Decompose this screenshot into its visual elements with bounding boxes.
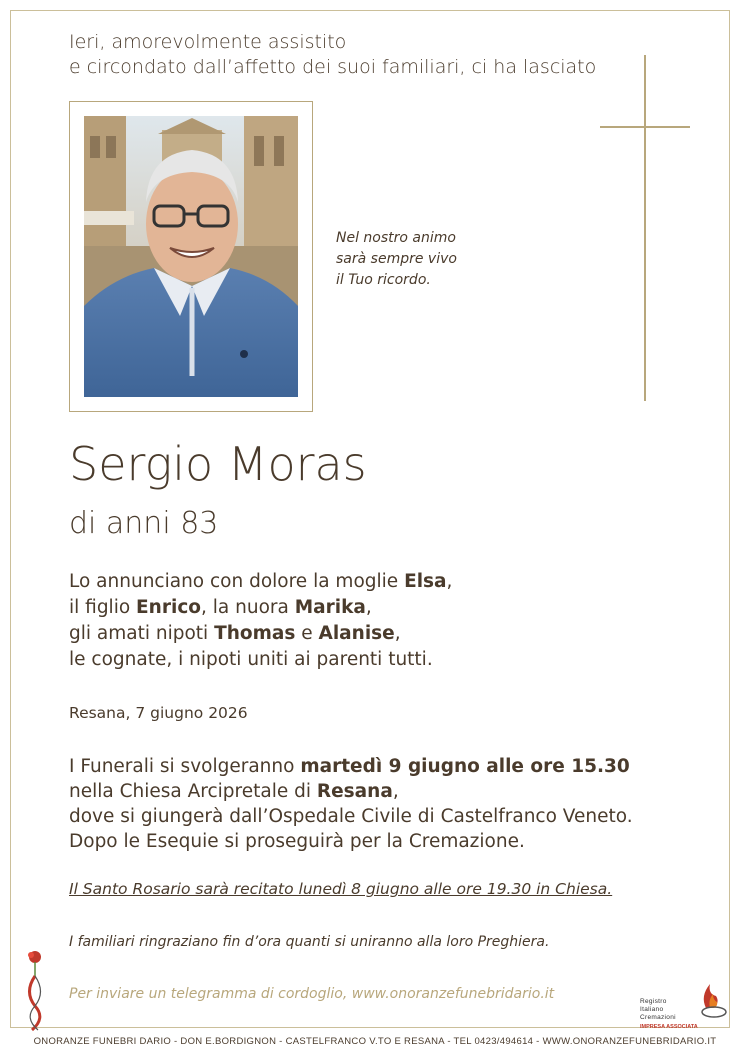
- daughter-in-law-name: Marika: [294, 597, 366, 618]
- portrait-photo: [84, 116, 298, 397]
- flame-icon: [696, 980, 728, 1020]
- logo-line-1: Registro: [640, 998, 667, 1005]
- funeral-line-1: [69, 754, 633, 779]
- intro-line-2: e circondato dall’affetto dei suoi familiari, ci ha lasciato: [69, 56, 597, 78]
- announcement-text: il figlio: [69, 597, 137, 618]
- wife-name: Elsa: [404, 571, 447, 592]
- telegram-note: Per inviare un telegramma di cordoglio, www.onoranzefunebridario.it: [69, 986, 555, 1002]
- grandchild-name: Alanise: [318, 623, 395, 644]
- punctuation: ,: [392, 781, 399, 802]
- announcement: [69, 569, 452, 673]
- rosary-notice: Il Santo Rosario sarà recitato lunedì 8 giugno alle ore 19.30 in Chiesa.: [69, 880, 613, 898]
- deceased-name: Sergio Moras: [69, 437, 367, 491]
- grandchild-name: Thomas: [214, 623, 296, 644]
- announcement-line-4: le cognate, i nipoti uniti ai parenti tutti.: [69, 649, 433, 670]
- announcement-line-1: [69, 569, 452, 595]
- funeral-text: I Funerali si svolgeranno: [69, 756, 301, 777]
- announcement-text: gli amati nipoti: [69, 623, 215, 644]
- funeral-text: nella Chiesa Arcipretale di: [69, 781, 317, 802]
- cross-icon: [600, 55, 690, 401]
- funeral-line-3: dove si giungerà dall’Ospedale Civile di Castelfranco Veneto.: [69, 806, 633, 827]
- cremation-registry-logo: [640, 980, 730, 1030]
- quote-line-2: sarà sempre vivo: [336, 251, 457, 267]
- funeral-line-4: Dopo le Esequie si proseguirà per la Cremazione.: [69, 831, 525, 852]
- deceased-age: di anni 83: [69, 506, 219, 541]
- punctuation: ,: [394, 623, 401, 644]
- quote-line-3: il Tuo ricordo.: [336, 272, 431, 288]
- punctuation: ,: [365, 597, 372, 618]
- logo-subtitle: IMPRESA ASSOCIATA: [640, 1024, 698, 1030]
- son-name: Enrico: [136, 597, 201, 618]
- announcement-line-2: [69, 595, 452, 621]
- funeral-details: [69, 754, 633, 854]
- announcement-line-3: [69, 621, 452, 647]
- punctuation: ,: [446, 571, 453, 592]
- quote-line-1: Nel nostro animo: [336, 230, 456, 246]
- memorial-quote: [336, 228, 457, 291]
- intro-text: [69, 30, 596, 80]
- intro-line-1: Ieri, amorevolmente assistito: [69, 31, 347, 53]
- logo-line-3: Cremazioni: [640, 1014, 676, 1021]
- thanks-note: I familiari ringraziano fin d’ora quanti si uniranno alla loro Preghiera.: [69, 934, 550, 950]
- footer-contact: ONORANZE FUNEBRI DARIO - DON E.BORDIGNON - CASTELFRANCO V.TO E RESANA - TEL 0423/494614 - WWW.ONORANZEFUNEBRIDARIO.IT: [33, 1036, 717, 1047]
- logo-text: [640, 998, 676, 1022]
- announcement-text: , la nuora: [201, 597, 295, 618]
- funeral-line-2: [69, 779, 633, 804]
- announcement-text: Lo annunciano con dolore la moglie: [69, 571, 405, 592]
- logo-line-2: Italiano: [640, 1006, 664, 1013]
- funeral-datetime: martedì 9 giugno alle ore 15.30: [300, 756, 630, 777]
- place-date: Resana, 7 giugno 2026: [69, 704, 248, 722]
- ribbon-icon: [22, 948, 48, 1032]
- funeral-place: Resana: [316, 781, 393, 802]
- announcement-text: e: [295, 623, 319, 644]
